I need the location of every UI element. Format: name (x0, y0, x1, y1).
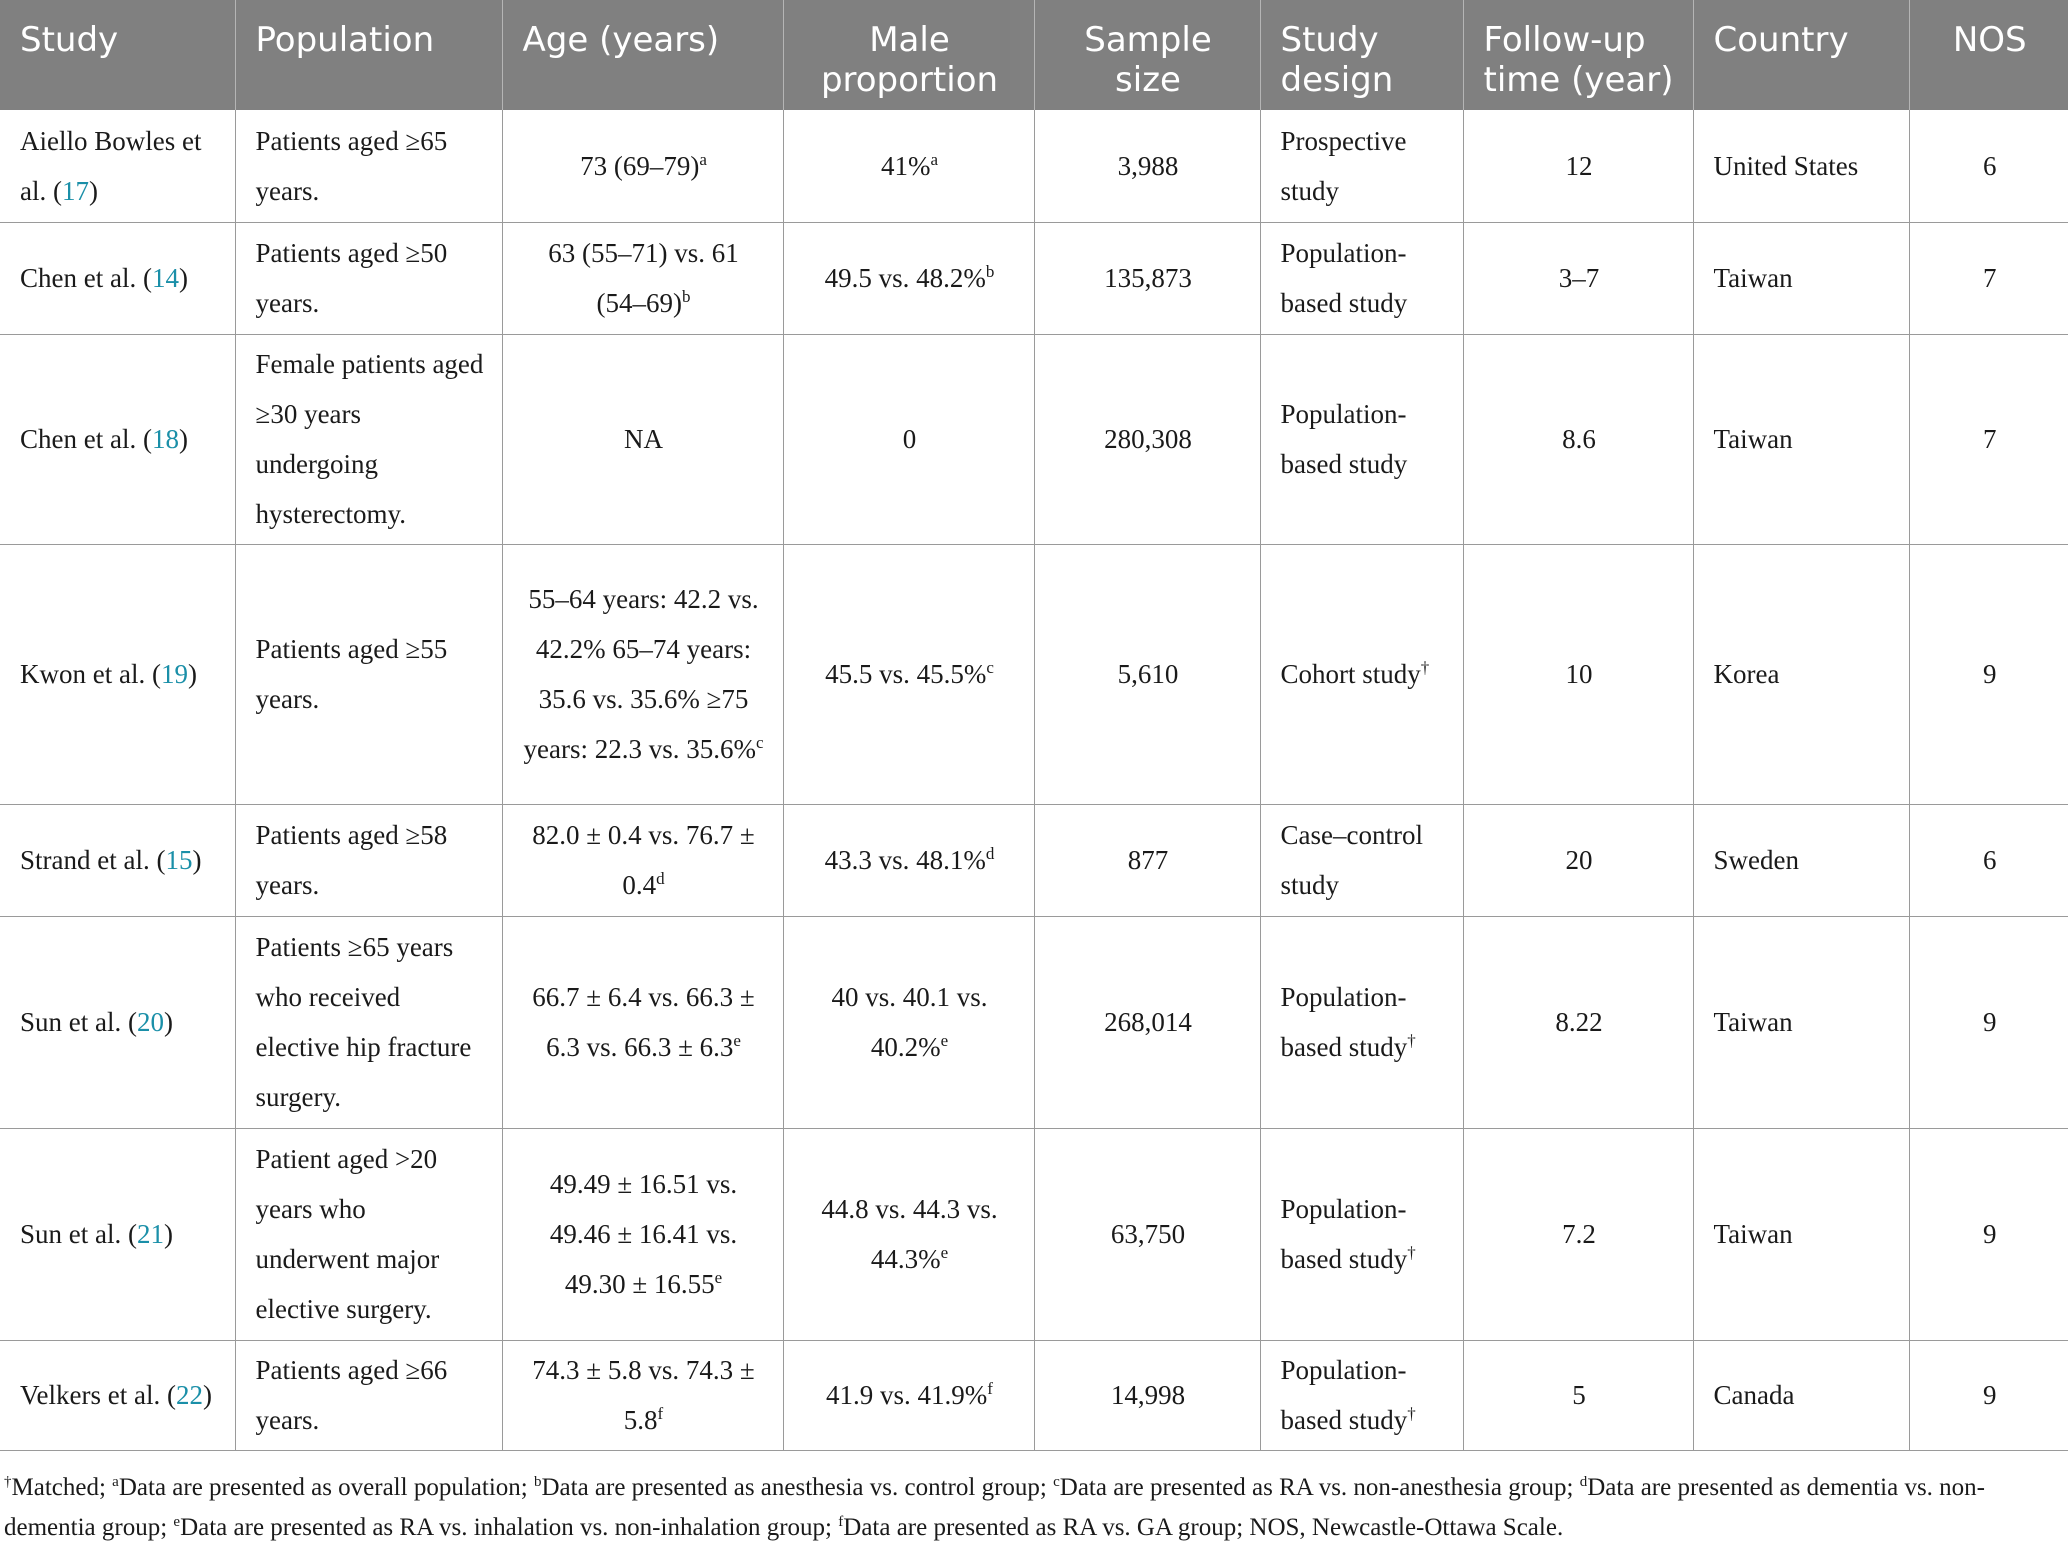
followup-text: 8.6 (1562, 424, 1596, 454)
nos-text: 6 (1983, 845, 1997, 875)
reference-link[interactable]: 17 (61, 175, 89, 206)
followup-text: 7.2 (1562, 1219, 1596, 1249)
cell-study-design (1260, 1128, 1463, 1340)
study-author-end: ) (178, 263, 188, 293)
design-text: Population-based study (1280, 1355, 1408, 1435)
cell-male-proportion (783, 544, 1034, 804)
table-body (0, 110, 2068, 1450)
cell-study-design (1260, 222, 1463, 334)
design-text: Population-based study (1280, 1194, 1408, 1274)
cell-study (0, 1340, 235, 1450)
nos-text: 9 (1983, 659, 1997, 689)
header-study: Study (0, 0, 235, 110)
male-text: 43.3 vs. 48.1% (824, 845, 986, 875)
cell-male-proportion (783, 334, 1034, 544)
table-row (0, 544, 2068, 804)
header-study-design: Study design (1260, 0, 1463, 110)
study-author-end: ) (187, 659, 197, 689)
study-author-end: ) (192, 845, 202, 875)
design-text: Population-based study (1280, 982, 1408, 1062)
nos-text: 6 (1983, 150, 1997, 181)
study-author-end: ) (163, 1219, 173, 1249)
country-text: Canada (1713, 1380, 1795, 1410)
country-text: Taiwan (1713, 1007, 1793, 1037)
population-text: Patient aged >20 years who underwent major elective surgery. (255, 1144, 440, 1324)
cell-nos (1909, 1340, 2068, 1450)
header-population: Population (235, 0, 502, 110)
male-text: 45.5 vs. 45.5% (825, 659, 987, 689)
followup-text: 12 (1565, 150, 1593, 181)
age-text: 63 (55–71) vs. 61 (54–69) (548, 238, 739, 318)
population-text: Patients aged ≥55 years. (255, 634, 448, 714)
cell-follow-up (1463, 1340, 1693, 1450)
cell-country (1693, 1128, 1909, 1340)
population-text: Patients ≥65 years who received elective hip fracture surgery. (255, 932, 472, 1112)
followup-text: 3–7 (1558, 263, 1600, 293)
footnote-e-text: Data are presented as RA vs. inhalation vs. non-inhalation group; (180, 1514, 839, 1541)
sample-text: 877 (1127, 845, 1169, 875)
male-footnote-mark: f (987, 1379, 993, 1398)
country-text: Sweden (1713, 845, 1799, 875)
study-author: Chen et al. ( (20, 263, 152, 293)
header-follow-up: Follow-up time (year) (1463, 0, 1693, 110)
design-text: Case–control study (1280, 820, 1423, 900)
cell-nos (1909, 1128, 2068, 1340)
cell-population (235, 544, 502, 804)
study-author: Velkers et al. ( (20, 1380, 176, 1410)
cell-study (0, 916, 235, 1128)
cell-nos (1909, 222, 2068, 334)
study-author-end: ) (163, 1007, 173, 1037)
cell-male-proportion (783, 916, 1034, 1128)
male-footnote-mark: b (985, 262, 995, 281)
cell-nos (1909, 544, 2068, 804)
cell-sample-size (1034, 222, 1260, 334)
population-text: Female patients aged ≥30 years undergoing hysterectomy. (255, 349, 484, 529)
cell-sample-size (1034, 804, 1260, 916)
cell-age (502, 1128, 783, 1340)
table-row (0, 334, 2068, 544)
design-footnote-mark: † (1407, 1031, 1416, 1050)
header-row (0, 0, 2068, 110)
cell-study (0, 222, 235, 334)
sample-text: 3,988 (1117, 150, 1179, 181)
study-author: Sun et al. ( (20, 1007, 137, 1037)
cell-sample-size (1034, 1128, 1260, 1340)
reference-link[interactable]: 18 (151, 424, 179, 454)
cell-study (0, 1128, 235, 1340)
age-footnote-mark: b (681, 287, 691, 306)
footnote-mark-d: d (1579, 1474, 1588, 1490)
cell-male-proportion (783, 1128, 1034, 1340)
followup-text: 10 (1565, 659, 1593, 689)
footnote-dagger-text: Matched; (11, 1474, 113, 1501)
cell-population (235, 222, 502, 334)
header-country: Country (1693, 0, 1909, 110)
cell-country (1693, 804, 1909, 916)
cell-follow-up (1463, 804, 1693, 916)
cell-follow-up (1463, 334, 1693, 544)
cell-study-design (1260, 110, 1463, 222)
population-text: Patients aged ≥66 years. (255, 1355, 448, 1435)
cell-study (0, 110, 235, 222)
male-footnote-mark: a (930, 149, 939, 169)
age-text: 49.49 ± 16.51 vs. 49.46 ± 16.41 vs. 49.30 ± 16.55 (549, 1169, 738, 1299)
sample-text: 135,873 (1104, 263, 1192, 293)
male-footnote-mark: d (985, 844, 995, 863)
design-footnote-mark: † (1407, 1243, 1416, 1262)
footnote-mark-f: f (838, 1514, 844, 1530)
cell-male-proportion (783, 110, 1034, 222)
male-footnote-mark: e (940, 1031, 949, 1050)
male-text: 49.5 vs. 48.2% (824, 263, 986, 293)
table-row (0, 804, 2068, 916)
cell-population (235, 804, 502, 916)
study-author: Chen et al. ( (20, 424, 152, 454)
age-footnote-mark: c (755, 733, 764, 752)
reference-link[interactable]: 20 (136, 1007, 164, 1037)
table-row (0, 1128, 2068, 1340)
cell-country (1693, 110, 1909, 222)
male-text: 0 (902, 424, 917, 454)
cell-follow-up (1463, 222, 1693, 334)
cell-age (502, 222, 783, 334)
footnote-mark-e: e (173, 1514, 181, 1530)
age-text: NA (624, 424, 663, 454)
study-author: Strand et al. ( (20, 845, 166, 875)
table-row (0, 1340, 2068, 1450)
cell-study-design (1260, 544, 1463, 804)
header-male-proportion: Male proportion (783, 0, 1034, 110)
reference-link[interactable]: 21 (136, 1219, 164, 1249)
sample-text: 14,998 (1110, 1380, 1186, 1410)
footnote-d-text: Data are presented as dementia vs. non-dementia group; (4, 1474, 1986, 1541)
footnote-b-text: Data are presented as anesthesia vs. control group; (541, 1474, 1054, 1501)
age-footnote-mark: e (733, 1031, 741, 1050)
table-row (0, 222, 2068, 334)
cell-age (502, 916, 783, 1128)
reference-link[interactable]: 15 (165, 845, 193, 875)
cell-population (235, 1128, 502, 1340)
cell-sample-size (1034, 334, 1260, 544)
cell-male-proportion (783, 804, 1034, 916)
cell-age (502, 804, 783, 916)
design-footnote-mark: † (1420, 658, 1430, 677)
followup-text: 20 (1565, 845, 1593, 875)
cell-study (0, 804, 235, 916)
study-author-end: ) (202, 1380, 212, 1410)
cell-sample-size (1034, 916, 1260, 1128)
study-author: Kwon et al. ( (20, 659, 161, 689)
footnote-mark-b: b (533, 1474, 542, 1490)
followup-text: 5 (1572, 1380, 1586, 1410)
study-author-end: ) (178, 424, 188, 454)
footnote-f-text: Data are presented as RA vs. GA group; NOS, Newcastle-Ottawa Scale. (843, 1514, 1564, 1541)
age-text: 55–64 years: 42.2 vs. 42.2% 65–74 years: 35.6 vs. 35.6% ≥75 years: 22.3 vs. 35.6% (523, 584, 759, 764)
cell-country (1693, 544, 1909, 804)
cell-age (502, 544, 783, 804)
cell-study-design (1260, 334, 1463, 544)
cell-age (502, 1340, 783, 1450)
nos-text: 9 (1983, 1380, 1997, 1410)
table-row (0, 110, 2068, 222)
cell-study-design (1260, 916, 1463, 1128)
male-text: 40 vs. 40.1 vs. 40.2% (831, 982, 988, 1062)
nos-text: 9 (1983, 1219, 1997, 1249)
cell-follow-up (1463, 110, 1693, 222)
population-text: Patients aged ≥58 years. (255, 820, 448, 900)
cell-country (1693, 1340, 1909, 1450)
cell-study-design (1260, 804, 1463, 916)
design-text: Cohort study (1280, 659, 1421, 689)
country-text: Korea (1713, 659, 1780, 689)
age-footnote-mark: f (657, 1404, 664, 1423)
cell-country (1693, 916, 1909, 1128)
age-text: 74.3 ± 5.8 vs. 74.3 ± 5.8 (532, 1355, 755, 1435)
age-footnote-mark: e (714, 1268, 723, 1287)
design-footnote-mark: † (1407, 1404, 1416, 1423)
nos-text: 7 (1983, 424, 1997, 454)
reference-link[interactable]: 19 (160, 659, 188, 689)
cell-follow-up (1463, 1128, 1693, 1340)
sample-text: 280,308 (1104, 424, 1192, 454)
cell-population (235, 334, 502, 544)
cell-study (0, 544, 235, 804)
male-footnote-mark: c (986, 658, 994, 677)
study-author-end: ) (88, 175, 98, 206)
age-text: 82.0 ± 0.4 vs. 76.7 ± 0.4 (532, 820, 755, 900)
country-text: Taiwan (1713, 263, 1793, 293)
design-text: Prospective study (1280, 125, 1407, 206)
footnote-mark-dagger: † (4, 1474, 12, 1490)
country-text: Taiwan (1713, 1219, 1793, 1249)
cell-population (235, 1340, 502, 1450)
age-text: 66.7 ± 6.4 vs. 66.3 ± 6.3 vs. 66.3 ± 6.3 (532, 982, 755, 1062)
study-author: Aiello Bowles et al. ( (20, 125, 202, 206)
age-text: 73 (69–79) (580, 150, 700, 181)
sample-text: 5,610 (1117, 659, 1179, 689)
footnote-c-text: Data are presented as RA vs. non-anesthesia group; (1059, 1474, 1580, 1501)
footnote-mark-c: c (1053, 1474, 1060, 1490)
nos-text: 9 (1983, 1007, 1997, 1037)
nos-text: 7 (1983, 263, 1997, 293)
cell-sample-size (1034, 110, 1260, 222)
header-age: Age (years) (502, 0, 783, 110)
table-row (0, 916, 2068, 1128)
cell-follow-up (1463, 916, 1693, 1128)
reference-link[interactable]: 22 (175, 1380, 203, 1410)
cell-nos (1909, 804, 2068, 916)
country-text: Taiwan (1713, 424, 1793, 454)
table-footnote (0, 1468, 2054, 1548)
sample-text: 63,750 (1110, 1219, 1186, 1249)
cell-age (502, 334, 783, 544)
cell-study-design (1260, 1340, 1463, 1450)
cell-nos (1909, 110, 2068, 222)
male-text: 41% (880, 150, 931, 181)
sample-text: 268,014 (1104, 1007, 1192, 1037)
followup-text: 8.22 (1555, 1007, 1603, 1037)
footnote-mark-a: a (112, 1474, 119, 1490)
age-footnote-mark: d (656, 869, 665, 888)
cell-nos (1909, 334, 2068, 544)
age-footnote-mark: a (699, 149, 707, 169)
design-text: Population-based study (1280, 399, 1408, 479)
cell-male-proportion (783, 1340, 1034, 1450)
study-author: Sun et al. ( (20, 1219, 137, 1249)
footnote-a-text: Data are presented as overall population; (118, 1474, 534, 1501)
male-text: 41.9 vs. 41.9% (826, 1380, 988, 1410)
design-text: Population-based study (1280, 238, 1408, 318)
cell-country (1693, 222, 1909, 334)
cell-population (235, 110, 502, 222)
reference-link[interactable]: 14 (151, 263, 179, 293)
cell-sample-size (1034, 544, 1260, 804)
male-text: 44.8 vs. 44.3 vs. 44.3% (821, 1194, 998, 1274)
cell-age (502, 110, 783, 222)
cell-study (0, 334, 235, 544)
male-footnote-mark: e (940, 1243, 949, 1262)
cell-country (1693, 334, 1909, 544)
country-text: United States (1713, 150, 1859, 181)
header-sample-size: Sample size (1034, 0, 1260, 110)
header-nos: NOS (1909, 0, 2068, 110)
cell-population (235, 916, 502, 1128)
population-text: Patients aged ≥65 years. (255, 125, 448, 206)
cell-male-proportion (783, 222, 1034, 334)
cell-follow-up (1463, 544, 1693, 804)
population-text: Patients aged ≥50 years. (255, 238, 448, 318)
cell-nos (1909, 916, 2068, 1128)
cell-sample-size (1034, 1340, 1260, 1450)
